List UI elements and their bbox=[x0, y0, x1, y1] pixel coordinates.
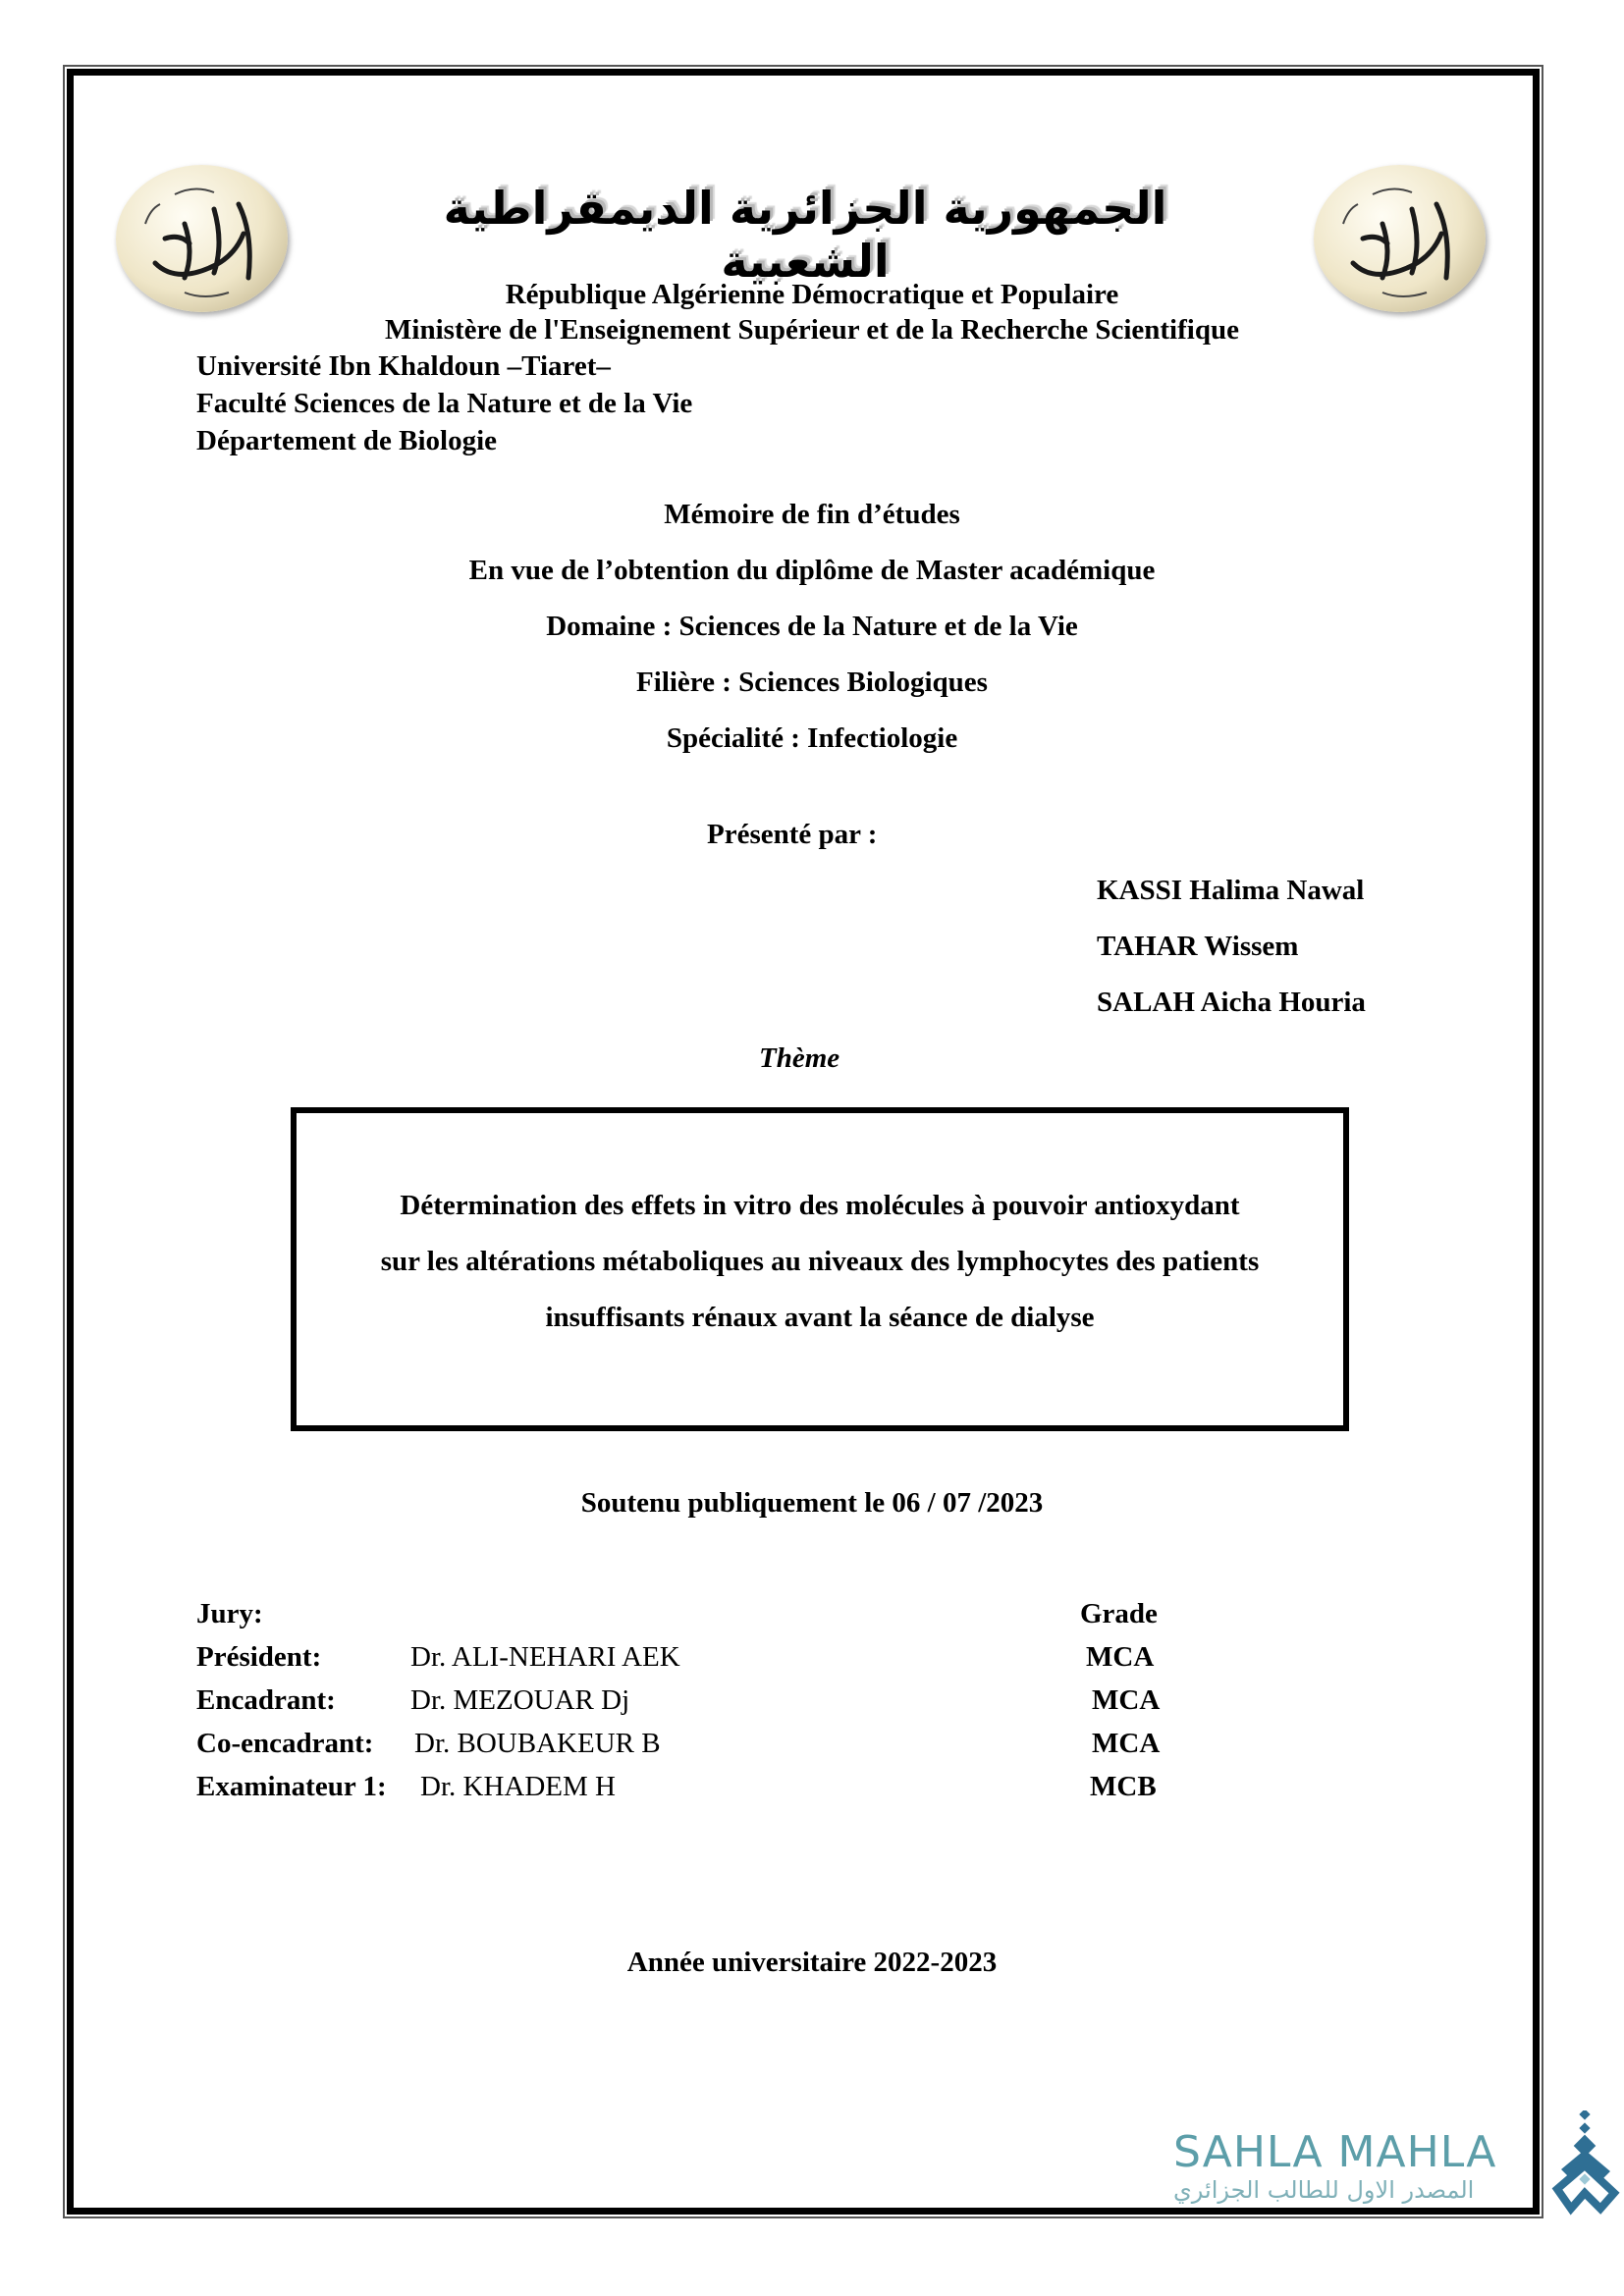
student-name: KASSI Halima Nawal bbox=[1097, 875, 1365, 906]
presented-by-label: Présenté par : bbox=[707, 819, 878, 850]
jury-label: Jury: bbox=[196, 1598, 263, 1629]
department-line: Département de Biologie bbox=[196, 425, 498, 456]
thesis-title-box bbox=[291, 1107, 1349, 1431]
sahla-mahla-logo-icon bbox=[1551, 2110, 1620, 2223]
ministry-line: Ministère de l'Enseignement Supérieur et de la Recherche Scientifique bbox=[385, 314, 1239, 346]
thesis-purpose: En vue de l’obtention du diplôme de Master académique bbox=[468, 555, 1156, 586]
student-name: SALAH Aicha Houria bbox=[1097, 987, 1366, 1018]
thesis-domain: Domaine : Sciences de la Nature et de la Vie bbox=[546, 611, 1078, 642]
thesis-title-line: sur les altérations métaboliques au niveaux des lymphocytes des patients bbox=[380, 1246, 1260, 1277]
jury-role: Président: bbox=[196, 1641, 322, 1673]
defense-date: Soutenu publiquement le 06 / 07 /2023 bbox=[580, 1487, 1044, 1519]
theme-label: Thème bbox=[759, 1042, 840, 1074]
student-name: TAHAR Wissem bbox=[1097, 931, 1299, 962]
thesis-specialty: Spécialité : Infectiologie bbox=[666, 722, 958, 754]
jury-role: Examinateur 1: bbox=[196, 1771, 387, 1802]
jury-role: Encadrant: bbox=[196, 1684, 336, 1716]
watermark-name: SAHLA MAHLA bbox=[1173, 2127, 1497, 2177]
academic-year: Année universitaire 2022-2023 bbox=[626, 1947, 998, 1978]
jury-grade: MCA bbox=[1086, 1641, 1155, 1673]
jury-name: Dr. MEZOUAR Dj bbox=[410, 1684, 630, 1716]
jury-grade: MCA bbox=[1092, 1728, 1161, 1759]
republic-line: République Algérienne Démocratique et Populaire bbox=[505, 279, 1119, 310]
jury-grade: MCA bbox=[1092, 1684, 1161, 1716]
jury-name: Dr. KHADEM H bbox=[420, 1771, 616, 1802]
faculty-line: Faculté Sciences de la Nature et de la Vie bbox=[196, 388, 693, 419]
jury-grade: MCB bbox=[1090, 1771, 1157, 1802]
grade-label: Grade bbox=[1080, 1598, 1158, 1629]
jury-name: Dr. BOUBAKEUR B bbox=[414, 1728, 661, 1759]
university-line: Université Ibn Khaldoun –Tiaret– bbox=[196, 350, 611, 382]
thesis-title-line: insuffisants rénaux avant la séance de dialyse bbox=[545, 1302, 1095, 1333]
thesis-title-line: Détermination des effets in vitro des molécules à pouvoir antioxydant bbox=[400, 1190, 1240, 1221]
jury-name: Dr. ALI-NEHARI AEK bbox=[410, 1641, 680, 1673]
watermark-tagline: المصدر الاول للطالب الجزائري bbox=[1173, 2176, 1475, 2204]
sahla-mahla-watermark bbox=[1173, 2127, 1497, 2205]
thesis-field: Filière : Sciences Biologiques bbox=[636, 667, 988, 698]
arabic-country-title: الجمهورية الجزائرية الديمقراطية الشعبية bbox=[443, 182, 1167, 288]
thesis-type: Mémoire de fin d’études bbox=[664, 499, 960, 530]
jury-role: Co-encadrant: bbox=[196, 1728, 374, 1759]
